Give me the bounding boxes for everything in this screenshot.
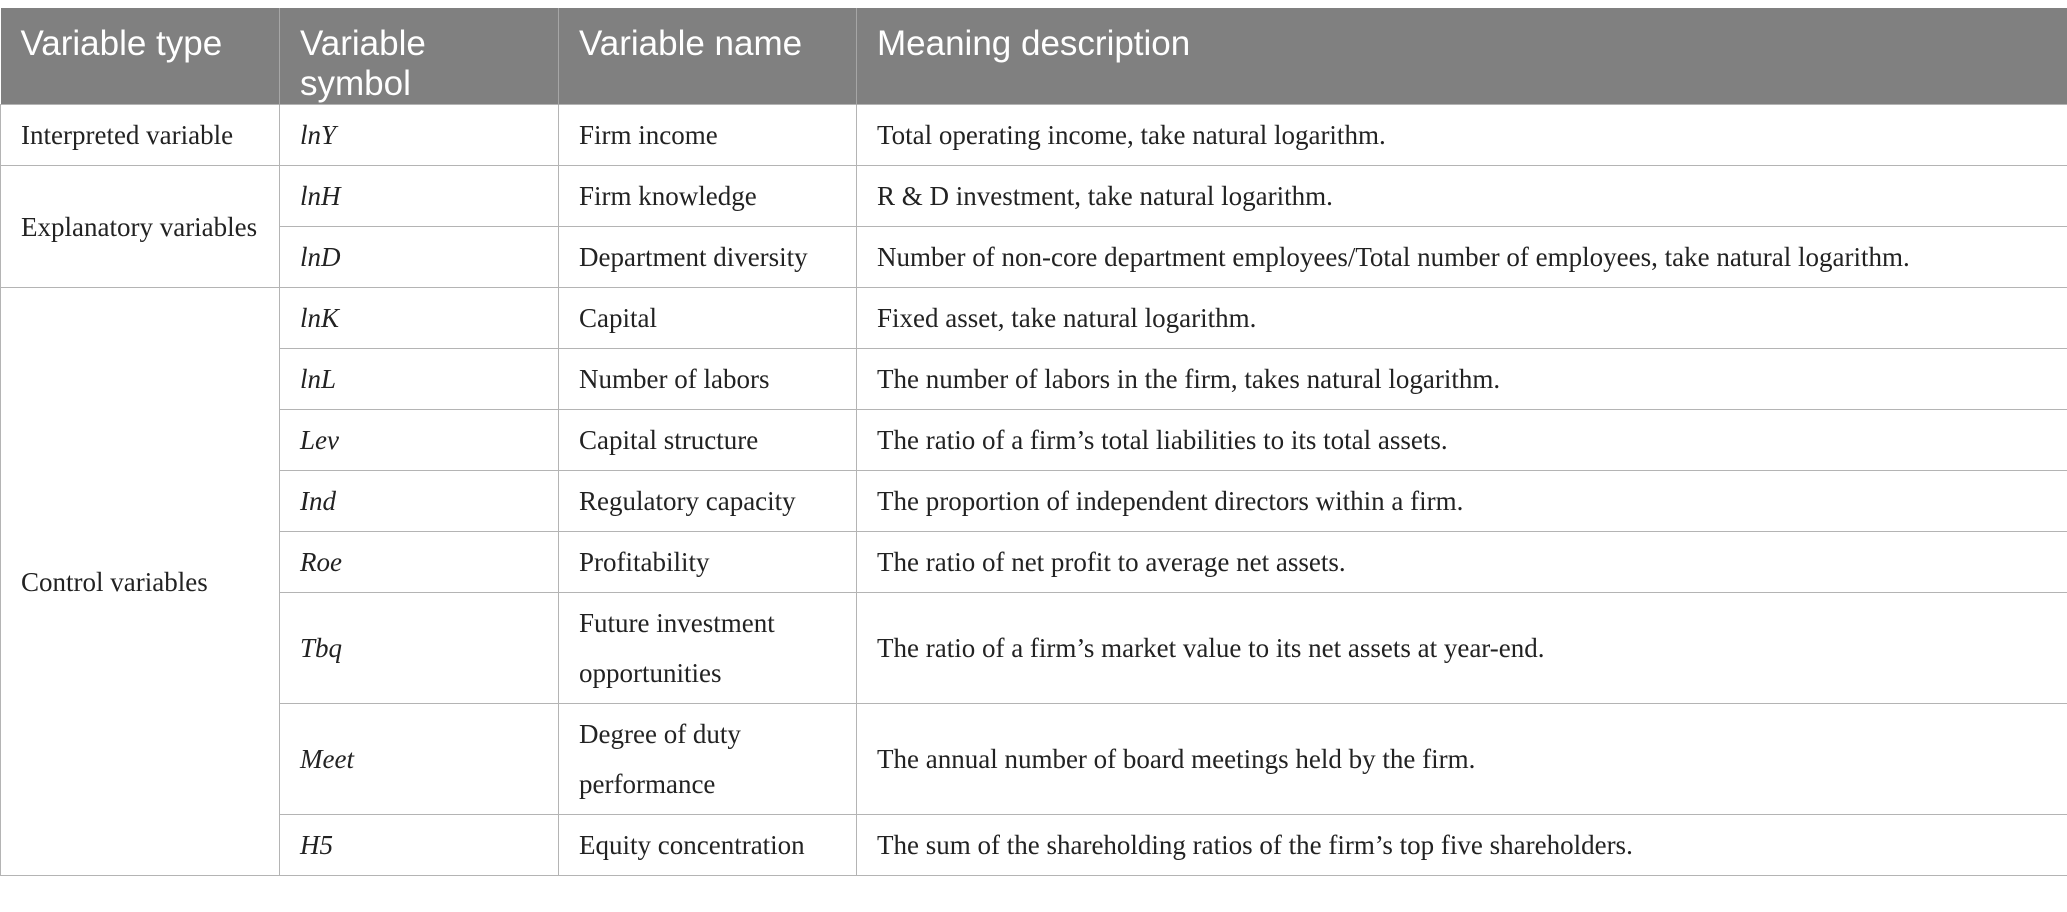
- description-cell: R & D investment, take natural logarithm.: [857, 166, 2067, 227]
- table-row: [1, 410, 2067, 471]
- group-interpreted-variable: Interpreted variable: [1, 105, 280, 166]
- variable-name-cell: Future investment opportunities: [559, 593, 857, 704]
- variable-symbol-cell: lnY: [280, 105, 559, 166]
- table-row: [1, 105, 2067, 166]
- table-row: [1, 704, 2067, 815]
- header-variable-type: Variable type: [1, 8, 280, 105]
- table-row: [1, 471, 2067, 532]
- variable-name-cell: Firm income: [559, 105, 857, 166]
- variable-name-cell: Capital: [559, 288, 857, 349]
- variable-definition-table: [0, 8, 2067, 876]
- variable-name-cell: Regulatory capacity: [559, 471, 857, 532]
- description-cell: The ratio of a firm’s total liabilities to its total assets.: [857, 410, 2067, 471]
- description-cell: Number of non-core department employees/Total number of employees, take natural logarithm.: [857, 227, 2067, 288]
- variable-name-cell: Equity concentration: [559, 815, 857, 876]
- variable-symbol-cell: Roe: [280, 532, 559, 593]
- variable-symbol-cell: Meet: [280, 704, 559, 815]
- variable-symbol-cell: lnH: [280, 166, 559, 227]
- header-variable-symbol: Variable symbol: [280, 8, 559, 105]
- header-variable-name: Variable name: [559, 8, 857, 105]
- table-row: [1, 349, 2067, 410]
- description-cell: The number of labors in the firm, takes natural logarithm.: [857, 349, 2067, 410]
- table-row: [1, 593, 2067, 704]
- variable-symbol-cell: Tbq: [280, 593, 559, 704]
- variable-name-cell: Profitability: [559, 532, 857, 593]
- variable-symbol-cell: H5: [280, 815, 559, 876]
- description-cell: The sum of the shareholding ratios of the firm’s top five shareholders.: [857, 815, 2067, 876]
- variable-name-cell: Firm knowledge: [559, 166, 857, 227]
- table-header-row: [1, 8, 2067, 105]
- variable-symbol-cell: lnD: [280, 227, 559, 288]
- variable-name-cell: Number of labors: [559, 349, 857, 410]
- description-cell: The proportion of independent directors within a firm.: [857, 471, 2067, 532]
- variable-name-cell: Degree of duty performance: [559, 704, 857, 815]
- variable-symbol-cell: Lev: [280, 410, 559, 471]
- table-row: [1, 227, 2067, 288]
- header-meaning-description: Meaning description: [857, 8, 2067, 105]
- description-cell: The ratio of a firm’s market value to its net assets at year-end.: [857, 593, 2067, 704]
- description-cell: The ratio of net profit to average net assets.: [857, 532, 2067, 593]
- group-control-variables: Control variables: [1, 288, 280, 876]
- variable-name-cell: Department diversity: [559, 227, 857, 288]
- table-row: [1, 532, 2067, 593]
- description-cell: Total operating income, take natural logarithm.: [857, 105, 2067, 166]
- variable-symbol-cell: Ind: [280, 471, 559, 532]
- description-cell: The annual number of board meetings held by the firm.: [857, 704, 2067, 815]
- table-row: [1, 166, 2067, 227]
- description-cell: Fixed asset, take natural logarithm.: [857, 288, 2067, 349]
- variable-symbol-cell: lnK: [280, 288, 559, 349]
- table-row: [1, 815, 2067, 876]
- variable-symbol-cell: lnL: [280, 349, 559, 410]
- group-explanatory-variables: Explanatory variables: [1, 166, 280, 288]
- variable-name-cell: Capital structure: [559, 410, 857, 471]
- table-row: [1, 288, 2067, 349]
